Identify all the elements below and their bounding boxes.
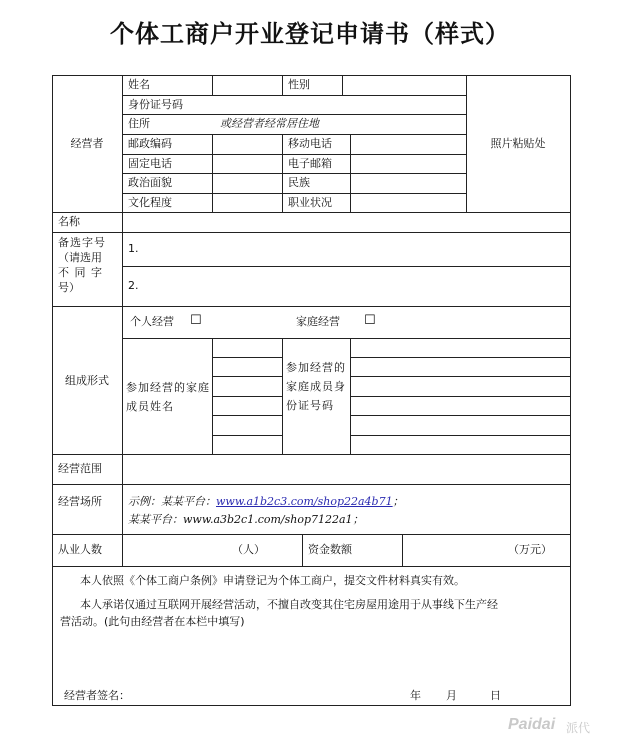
business-scope-label: 经营范围 bbox=[58, 462, 102, 475]
border-top bbox=[52, 75, 570, 76]
alt-name-option-2: 2. bbox=[128, 279, 139, 292]
border-right bbox=[570, 75, 571, 706]
address-label: 住所 bbox=[128, 117, 150, 130]
business-location-label: 经营场所 bbox=[58, 495, 102, 508]
organization-form-label: 组成形式 bbox=[65, 374, 109, 387]
date-month-label: 月 bbox=[446, 689, 457, 702]
alt-names-label-3: 不 同 字 bbox=[58, 266, 103, 279]
email-label: 电子邮箱 bbox=[288, 157, 332, 170]
date-year-label: 年 bbox=[410, 689, 421, 702]
watermark-cn: 派代 bbox=[566, 721, 591, 735]
family-member-ids-label: 参加经营的家庭成员身份证号码 bbox=[286, 361, 346, 412]
ethnicity-label: 民族 bbox=[288, 176, 310, 189]
individual-business-label: 个人经营 bbox=[130, 315, 174, 328]
employment-label: 职业状况 bbox=[288, 196, 332, 209]
education-label: 文化程度 bbox=[128, 196, 172, 209]
staff-count-unit: （人） bbox=[232, 543, 265, 556]
border-bottom bbox=[52, 705, 570, 706]
alt-name-option-1: 1. bbox=[128, 242, 139, 255]
example-url-2: www.a3b2c1.com/shop7122a1 bbox=[183, 513, 353, 526]
capital-label: 资金数额 bbox=[308, 543, 352, 556]
family-checkbox[interactable]: ☐ bbox=[364, 313, 376, 328]
individual-checkbox[interactable]: ☐ bbox=[190, 313, 202, 328]
watermark-brand: Paidai bbox=[508, 716, 556, 733]
alt-names-label-1: 备选字号 bbox=[58, 236, 106, 249]
gender-label: 性别 bbox=[288, 78, 310, 91]
capital-unit: （万元） bbox=[508, 543, 552, 556]
political-status-label: 政治面貌 bbox=[128, 176, 172, 189]
business-name-label: 名称 bbox=[58, 215, 80, 228]
mobile-label: 移动电话 bbox=[288, 137, 332, 150]
alt-names-label-2: （请选用 bbox=[58, 251, 102, 264]
declaration-line-1: 本人依照《个体工商户条例》申请登记为个体工商户，提交文件材料真实有效。 bbox=[80, 574, 465, 587]
staff-count-label: 从业人数 bbox=[58, 543, 102, 556]
declaration-line-3: 营活动。(此句由经营者在本栏中填写) bbox=[60, 615, 245, 628]
id-number-label: 身份证号码 bbox=[128, 98, 183, 111]
date-day-label: 日 bbox=[490, 689, 501, 702]
location-example-line-1: 示例：某某平台：www.a1b2c3.com/shop22a4b71； bbox=[128, 495, 404, 508]
family-business-label: 家庭经营 bbox=[296, 315, 340, 328]
document-title: 个体工商户开业登记申请书（样式） bbox=[110, 20, 510, 48]
declaration-line-2: 本人承诺仅通过互联网开展经营活动，不擅自改变其住宅房屋用途用于从事线下生产经 bbox=[80, 598, 498, 611]
border-left bbox=[52, 75, 53, 706]
applicant-section-label: 经营者 bbox=[70, 137, 104, 150]
alt-names-label-4: 号） bbox=[58, 281, 80, 294]
landline-label: 固定电话 bbox=[128, 157, 172, 170]
signature-label: 经营者签名： bbox=[64, 689, 130, 702]
example-url-1[interactable]: www.a1b2c3.com/shop22a4b71 bbox=[216, 495, 393, 508]
address-hint: 或经营者经常居住地 bbox=[220, 117, 319, 130]
name-label: 姓名 bbox=[128, 78, 150, 91]
postcode-label: 邮政编码 bbox=[128, 137, 172, 150]
location-example-line-2: 某某平台：www.a3b2c1.com/shop7122a1； bbox=[128, 513, 364, 526]
family-member-names-label: 参加经营的家庭成员姓名 bbox=[126, 381, 210, 413]
photo-placeholder: 照片粘贴处 bbox=[490, 137, 546, 150]
